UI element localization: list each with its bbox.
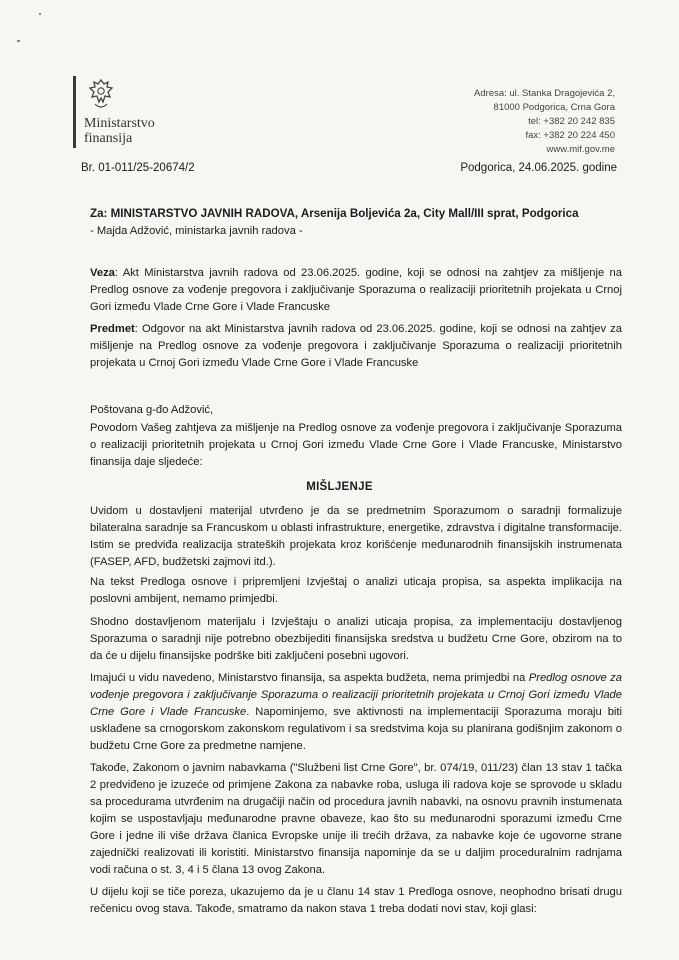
- veza-label: Veza: [90, 267, 115, 279]
- salutation: Poštovana g-đo Adžović,: [90, 404, 214, 416]
- body-paragraph-4: [90, 670, 622, 755]
- address-phone: tel: +382 20 242 835: [528, 116, 615, 127]
- body-paragraph-4-start: Imajući u vidu navedeno, Ministarstvo finansija, sa aspekta budžeta, nema primjedbi na: [90, 672, 529, 684]
- predmet-text: : Odgovor na akt Ministarstva javnih radova od 23.06.2025. godine, koji se odnosi na zahtjev za mišljenje na Predlog osnove za vođenje pregovora i zaključivanje Sporazuma o realizaciji prioritetnih projekata u Crnoj Gori između Vlade Crne Gore i Vlade Francuske: [90, 323, 622, 369]
- body-paragraph-1: Uvidom u dostavljeni materijal utvrđeno je da se predmetnim Sporazumom o saradnji formalizuje bilateralna saradnje sa Francuskom u oblasti infrastrukture, energetike, zdravstva i digitalne transformacije. Istim se predviđa realizacija strateških projekata kroz korišćenje međunarodnih finansijskih instrumenata (FASEP, AFD, budžetski zajmovi itd.).: [90, 505, 622, 568]
- scan-speck: [17, 40, 20, 42]
- predmet-label: Predmet: [90, 323, 135, 335]
- body-paragraph-5: Takođe, Zakonom o javnim nabavkama ("Službeni list Crne Gore", br. 074/19, 011/23) član 13 stav 1 tačka 2 predviđeno je izuzeće od primjene Zakona za nabavke roba, usluga ili radova koje se sprovode u skladu sa procedurama utvrđenim na drugačiji način od procedura javnih nabavki, na osnovu pravnih instumenata kojim se uspostavljaju međunarodne pravne obaveze, kao što su međunarodni sporazumi između Crne Gore i jedne ili više država članica Evropske unije ili trećih država, za nabavke koje će ugovorne strane zajednički realizovati ili koristiti. Ministarstvo finansija napominje da se u daljim proceduralnim radnjama vodi računa o st. 3, 4 i 5 člana 13 ovog Zakona.: [90, 762, 622, 876]
- body-paragraph-6: U dijelu koji se tiče poreza, ukazujemo da je u članu 14 stav 1 Predloga osnove, neophodno brisati drugu rečenicu ovog stava. Takođe, smatramo da nakon stava 1 treba dodati novi stav, koji glasi:: [90, 886, 622, 915]
- place-date: Podgorica, 24.06.2025. godine: [460, 162, 617, 174]
- body-paragraph-2: Na tekst Predloga osnove i pripremljeni Izvještaj o analizi uticaja propisa, sa aspekta implikacija na poslovni ambijent, nemamo primjedbi.: [90, 576, 622, 605]
- veza-text: : Akt Ministarstva javnih radova od 23.06.2025. godine, koji se odnosi na zahtjev za mišljenje na Predlog osnove za vođenje pregovora i zaključivanje Sporazuma o realizaciji prioritetnih projekata u Crnoj Gori između Vlade Crne Gore i Vlade Francuske: [90, 267, 622, 313]
- predmet-paragraph: [90, 321, 622, 372]
- address-block: [474, 87, 615, 157]
- coat-of-arms-icon: [84, 78, 118, 112]
- address-city: 81000 Podgorica, Crna Gora: [493, 102, 615, 113]
- ministry-name: [84, 116, 155, 146]
- body-paragraph-4-title: Predlog osnove za vođenje pregovora i zaključivanje Sporazuma o realizaciji prioritetnih projekata u Crnoj Gori između Vlade Crne Gore i Vlade Francuske: [90, 672, 622, 718]
- opinion-title: MIŠLJENJE: [306, 481, 373, 493]
- letterhead-divider: [73, 76, 76, 148]
- ministry-name-line1: Ministarstvo: [84, 116, 155, 131]
- veza-paragraph: [90, 265, 622, 316]
- address-website: www.mif.gov.me: [546, 144, 615, 155]
- scan-speck: [39, 13, 41, 15]
- recipient-person: - Majda Adžović, ministarka javnih radova -: [90, 225, 303, 237]
- address-fax: fax: +382 20 224 450: [525, 130, 615, 141]
- body-paragraph-4-end: . Napominjemo, sve aktivnosti na implementaciji Sporazuma moraju biti usklađene sa crnogorskom zakonskom regulativom i sa sredstvima koja su planirana godišnjim zakonom o budžetu Crne Gore za predmetne namjene.: [90, 706, 622, 752]
- address-street: Adresa: ul. Stanka Dragojevića 2,: [474, 88, 615, 99]
- ministry-name-line2: finansija: [84, 131, 133, 146]
- reference-number: Br. 01-011/25-20674/2: [81, 162, 195, 174]
- intro-paragraph: Povodom Vašeg zahtjeva za mišljenje na Predlog osnove za vođenje pregovora i zaključivanje Sporazuma o realizaciji prioritetnih projekata u Crnoj Gori između Vlade Crne Gore i Vlade Francuske, Ministarstvo finansija daje sljedeće:: [90, 422, 622, 468]
- recipient-line: Za: MINISTARSTVO JAVNIH RADOVA, Arsenija Boljevića 2a, City Mall/III sprat, Podgorica: [90, 207, 579, 220]
- body-paragraph-3: Shodno dostavljenom materijalu i Izvještaju o analizi uticaja propisa, za implementaciju dostavljenog Sporazuma o saradnji nije potrebno obezbijediti finansijska sredstva u budžetu Crne Gore, obzirom na to da će u dijelu finansijske podrške biti zaključeni posebni ugovori.: [90, 616, 622, 662]
